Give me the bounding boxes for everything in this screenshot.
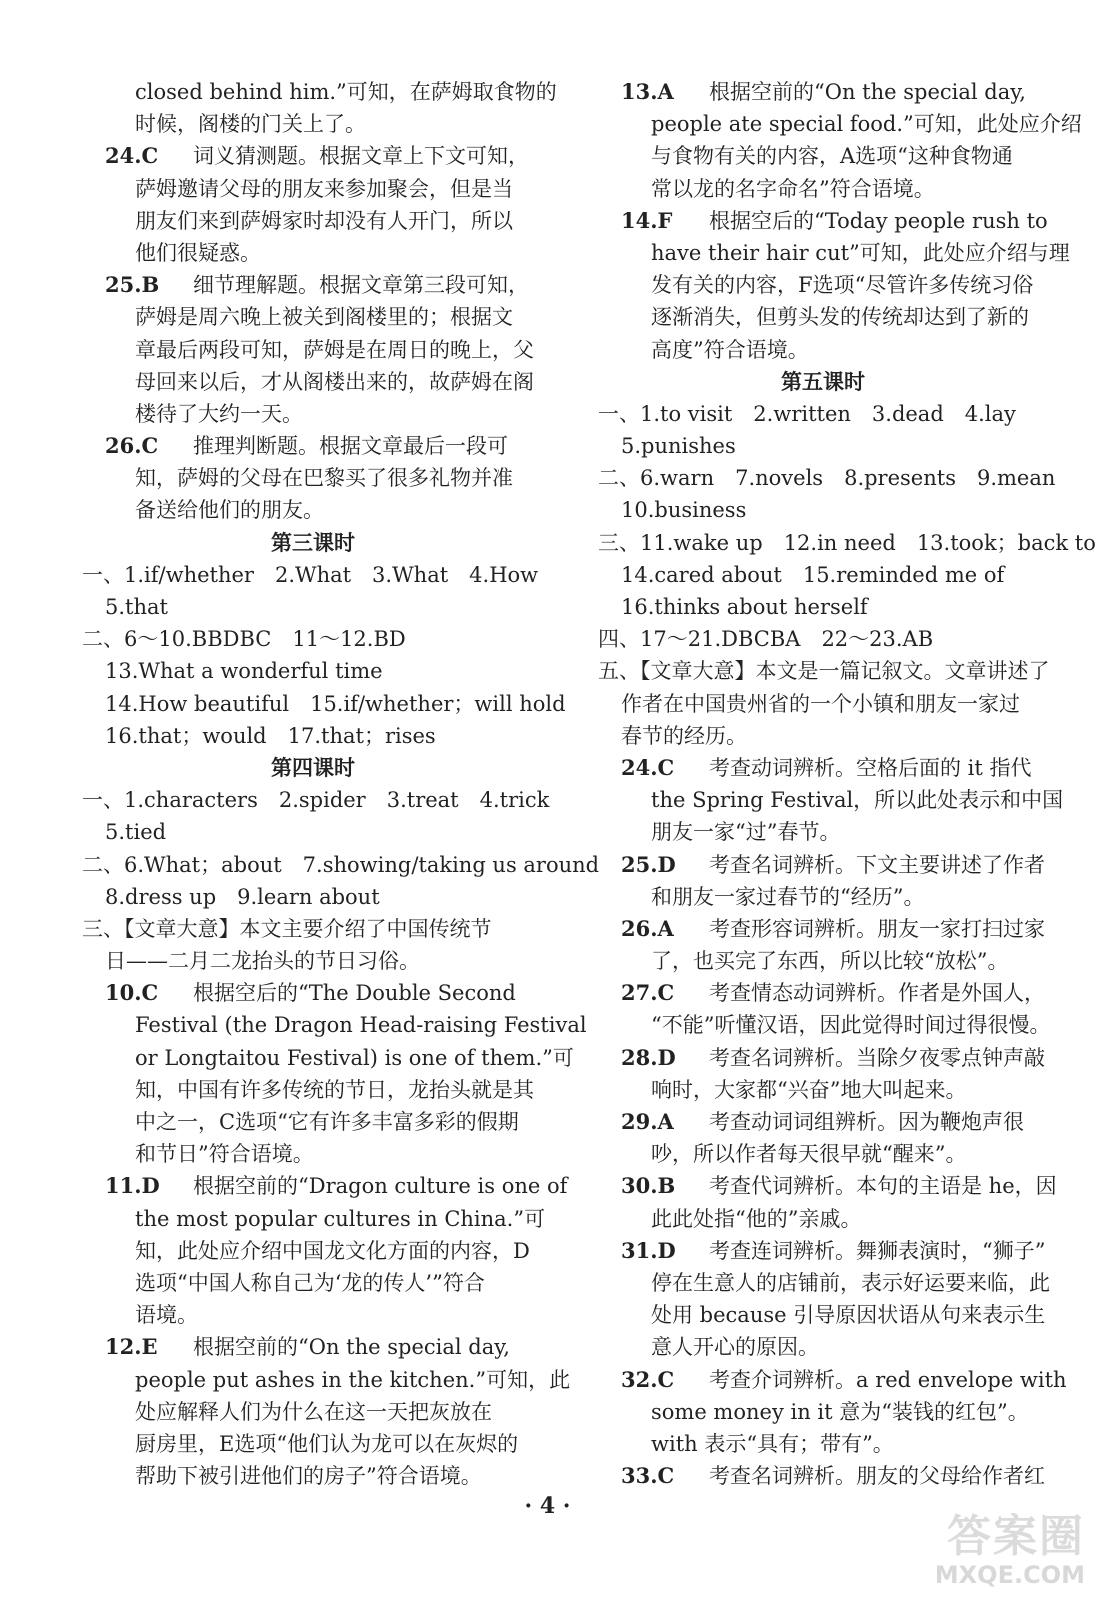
- answer-item-32: [598, 1364, 1067, 1461]
- watermark-url: MXQE.COM: [934, 1561, 1085, 1589]
- watermark: [875, 1512, 1085, 1592]
- item-number: 26.A: [621, 915, 674, 941]
- text-line: 高度”符合语境。: [651, 337, 809, 362]
- text-line: 8.dress up 9.learn about: [105, 884, 380, 909]
- text-line: 萨姆邀请父母的朋友来参加聚会，但是当: [135, 176, 513, 201]
- item-number: 26.C: [105, 433, 159, 459]
- text-line: 二、6.What；about 7.showing/taking us around: [82, 852, 600, 877]
- text-line: 根据空后的“Today people rush to: [709, 208, 1048, 233]
- text-line: 五、【文章大意】本文是一篇记叙文。文章讲述了: [598, 659, 1050, 684]
- text-line: 考查介词辨析。a red envelope with: [709, 1367, 1067, 1392]
- item-number: 24.C: [621, 754, 675, 780]
- right-column: [598, 76, 1096, 1492]
- text-line: 萨姆是周六晚上被关到阁楼里的；根据文: [135, 305, 513, 330]
- text-line: 14.cared about 15.reminded me of: [621, 562, 1005, 587]
- section-3-part-1: [82, 559, 544, 623]
- item-number: 28.D: [621, 1044, 676, 1070]
- text-line: 与食物有关的内容，A选项“这种食物通: [651, 144, 1013, 169]
- text-line: 帮助下被引进他们的房子”符合语境。: [135, 1464, 482, 1489]
- text-line: 他们很疑惑。: [135, 240, 261, 265]
- text-line: 10.business: [621, 498, 747, 523]
- text-line: 日——二月二龙抬头的节日习俗。: [105, 949, 420, 974]
- text-line: 三、11.wake up 12.in need 13.took；back to: [598, 530, 1096, 555]
- section-5-part-2: [598, 462, 1056, 526]
- answer-item-28: [598, 1042, 1048, 1106]
- section-5-part-1: [598, 398, 1048, 462]
- section-title-lesson-5: 第五课时: [781, 368, 865, 394]
- section-title-lesson-4: 第四课时: [271, 754, 355, 780]
- text-line: 时候，阁楼的门关上了。: [135, 112, 366, 137]
- item-number: 29.A: [621, 1109, 674, 1134]
- text-line: 考查动词辨析。空格后面的 it 指代: [709, 755, 1032, 780]
- text-line: 章最后两段可知，萨姆是在周日的晚上，父: [135, 337, 534, 362]
- text-line: 词义猜测题。根据文章上下文可知，: [193, 144, 529, 169]
- text-line: 考查代词辨析。本句的主语是 he，因: [709, 1174, 1057, 1199]
- text-line: 知，中国有许多传统的节日，龙抬头就是其: [135, 1077, 534, 1102]
- text-line: or Longtaitou Festival) is one of them.”可: [135, 1045, 574, 1070]
- text-line: 16.thinks about herself: [621, 595, 868, 619]
- answer-item-24: [598, 752, 1064, 849]
- item-number: 10.C: [105, 980, 159, 1006]
- text-line: 处用 because 引导原因状语从句来表示生: [651, 1303, 1046, 1328]
- text-line: 16.that；would 17.that；rises: [105, 723, 436, 748]
- text-line: 知，此处应介绍中国龙文化方面的内容，D: [135, 1238, 530, 1263]
- text-line: closed behind him.”可知，在萨姆取食物的: [135, 80, 557, 104]
- text-line: 楼待了大约一天。: [135, 401, 303, 426]
- answer-item-29: [598, 1106, 1048, 1170]
- item-number: 33.C: [621, 1463, 675, 1489]
- answer-item-26: [598, 913, 1048, 977]
- text-line: 二、6.warn 7.novels 8.presents 9.mean: [598, 466, 1056, 491]
- answer-item-30: [598, 1170, 1057, 1234]
- text-line: 考查连词辨析。舞狮表演时，“狮子”: [709, 1238, 1046, 1263]
- item-number: 30.B: [621, 1173, 676, 1199]
- item-number: 32.C: [621, 1366, 675, 1392]
- answer-item-12: [82, 1331, 571, 1492]
- text-line: 5.that: [105, 595, 168, 619]
- text-line: have their hair cut”可知，此处应介绍与理: [651, 240, 1070, 265]
- answer-item-13: [598, 76, 1082, 205]
- text-line: 响时，大家都“兴奋”地大叫起来。: [651, 1077, 967, 1102]
- text-line: 一、1.if/whether 2.What 3.What 4.How: [82, 562, 539, 587]
- text-line: 考查情态动词辨析。作者是外国人，: [709, 981, 1045, 1006]
- text-line: Festival (the Dragon Head-raising Festival: [135, 1013, 587, 1038]
- answer-item-10: [82, 977, 587, 1170]
- section-4-part-3: [82, 913, 544, 977]
- answer-item-25: [82, 269, 544, 430]
- text-line: 根据空前的“On the special day,: [709, 80, 1026, 104]
- text-line: the Spring Festival，所以此处表示和中国: [651, 788, 1064, 813]
- section-3-part-2: [82, 623, 544, 655]
- item-number: 13.A: [621, 79, 674, 104]
- answer-item-27: [598, 977, 1051, 1041]
- section-title-lesson-3: 第三课时: [271, 529, 355, 555]
- text-line: 14.How beautiful 15.if/whether；will hold: [105, 691, 566, 716]
- text-line: 二、6～10.BBDBC 11～12.BD: [82, 627, 406, 652]
- text-line: 停在生意人的店铺前，表示好运要来临，此: [651, 1270, 1050, 1295]
- text-line: 此此处指“他的”亲戚。: [651, 1206, 862, 1231]
- item-number: 12.E: [105, 1334, 158, 1360]
- text-line: 5.tied: [105, 820, 167, 845]
- text-line: 三、【文章大意】本文主要介绍了中国传统节: [82, 916, 492, 941]
- text-line: 和朋友一家过春节的“经历”。: [651, 884, 925, 909]
- text-line: 了，也买完了东西，所以比较“放松”。: [651, 949, 1009, 974]
- text-line: 厨房里，E选项“他们认为龙可以在灰烬的: [135, 1431, 519, 1456]
- item-number: 24.C: [105, 143, 159, 169]
- text-line: 母回来以后，才从阁楼出来的，故萨姆在阁: [135, 369, 534, 394]
- text-line: 备送给他们的朋友。: [135, 498, 324, 523]
- item-number: 27.C: [621, 980, 675, 1006]
- section-5-part-5: [598, 655, 1048, 752]
- text-line: 常以龙的名字命名”符合语境。: [651, 176, 935, 201]
- text-line: 知，萨姆的父母在巴黎买了很多礼物并准: [135, 466, 513, 491]
- text-line: 根据空前的“Dragon culture is one of: [193, 1174, 568, 1199]
- text-line: the most popular cultures in China.”可: [135, 1206, 546, 1231]
- section-4-part-2: [82, 849, 600, 913]
- item-number: 25.B: [105, 272, 160, 298]
- text-line: people ate special food.”可知，此处应介绍: [651, 112, 1082, 137]
- text-line: 一、1.characters 2.spider 3.treat 4.trick: [82, 788, 550, 813]
- page-number: · 4 ·: [524, 1493, 571, 1519]
- text-line: 发有关的内容，F选项“尽管许多传统习俗: [651, 273, 1034, 298]
- text-line: 吵，所以作者每天很早就“醒来”。: [651, 1142, 967, 1167]
- answer-item-25: [598, 849, 1048, 913]
- item-number: 14.F: [621, 207, 673, 233]
- text-line: 根据空前的“On the special day,: [193, 1335, 510, 1360]
- text-line: people put ashes in the kitchen.”可知，此: [135, 1367, 571, 1392]
- text-line: 作者在中国贵州省的一个小镇和朋友一家过: [621, 691, 1020, 716]
- section-5-part-3: [598, 527, 1096, 624]
- text-line: 四、17～21.DBCBA 22～23.AB: [598, 627, 934, 652]
- text-line: 考查名词辨析。朋友的父母给作者红: [709, 1464, 1045, 1489]
- text-line: 考查名词辨析。当除夕夜零点钟声敲: [709, 1045, 1045, 1070]
- text-line: 考查动词词组辨析。因为鞭炮声很: [709, 1110, 1024, 1134]
- item-number: 11.D: [105, 1173, 160, 1199]
- section-5-part-4: [598, 623, 1048, 655]
- watermark-logo: 答案圈: [947, 1511, 1085, 1562]
- section-4-part-1: [82, 784, 550, 848]
- answer-item-33: [598, 1460, 1048, 1492]
- item-number: 31.D: [621, 1237, 676, 1263]
- section-3-part-3: [82, 655, 566, 752]
- text-line: some money in it 意为“装钱的红包”。: [651, 1399, 1029, 1424]
- text-line: 语境。: [135, 1303, 198, 1328]
- text-line: 推理判断题。根据文章最后一段可: [193, 434, 508, 459]
- text-line: 意人开心的原因。: [651, 1335, 819, 1360]
- text-line: 朋友们来到萨姆家时却没有人开门，所以: [135, 208, 513, 233]
- item-number: 25.D: [621, 851, 676, 877]
- answer-item-31: [598, 1235, 1048, 1364]
- text-line: “不能”听懂汉语，因此觉得时间过得很慢。: [651, 1013, 1051, 1038]
- answer-item-24: [82, 140, 544, 269]
- text-line: 一、1.to visit 2.written 3.dead 4.lay: [598, 401, 1016, 426]
- text-line: 中之一，C选项“它有许多丰富多彩的假期: [135, 1110, 519, 1134]
- left-column: [82, 76, 600, 1492]
- text-line: 处应解释人们为什么在这一天把灰放在: [135, 1399, 492, 1424]
- text-line: 考查形容词辨析。朋友一家打扫过家: [709, 916, 1045, 941]
- text-line: 5.punishes: [621, 434, 736, 459]
- answer-item-26: [82, 430, 544, 527]
- text-line: 13.What a wonderful time: [105, 659, 383, 684]
- answer-item-14: [598, 205, 1070, 366]
- text-line: 逐渐消失，但剪头发的传统却达到了新的: [651, 305, 1029, 330]
- text-line: 细节理解题。根据文章第三段可知，: [193, 273, 529, 298]
- text-line: 考查名词辨析。下文主要讲述了作者: [709, 852, 1045, 877]
- continued-paragraph: [82, 76, 557, 140]
- text-line: 选项“中国人称自己为‘龙的传人’”符合: [135, 1270, 485, 1295]
- text-line: with 表示“具有；带有”。: [651, 1431, 894, 1456]
- text-line: 春节的经历。: [621, 723, 747, 748]
- answer-item-11: [82, 1170, 568, 1331]
- text-line: 根据空后的“The Double Second: [193, 981, 516, 1006]
- text-line: 朋友一家“过”春节。: [651, 820, 841, 845]
- text-line: 和节日”符合语境。: [135, 1142, 314, 1167]
